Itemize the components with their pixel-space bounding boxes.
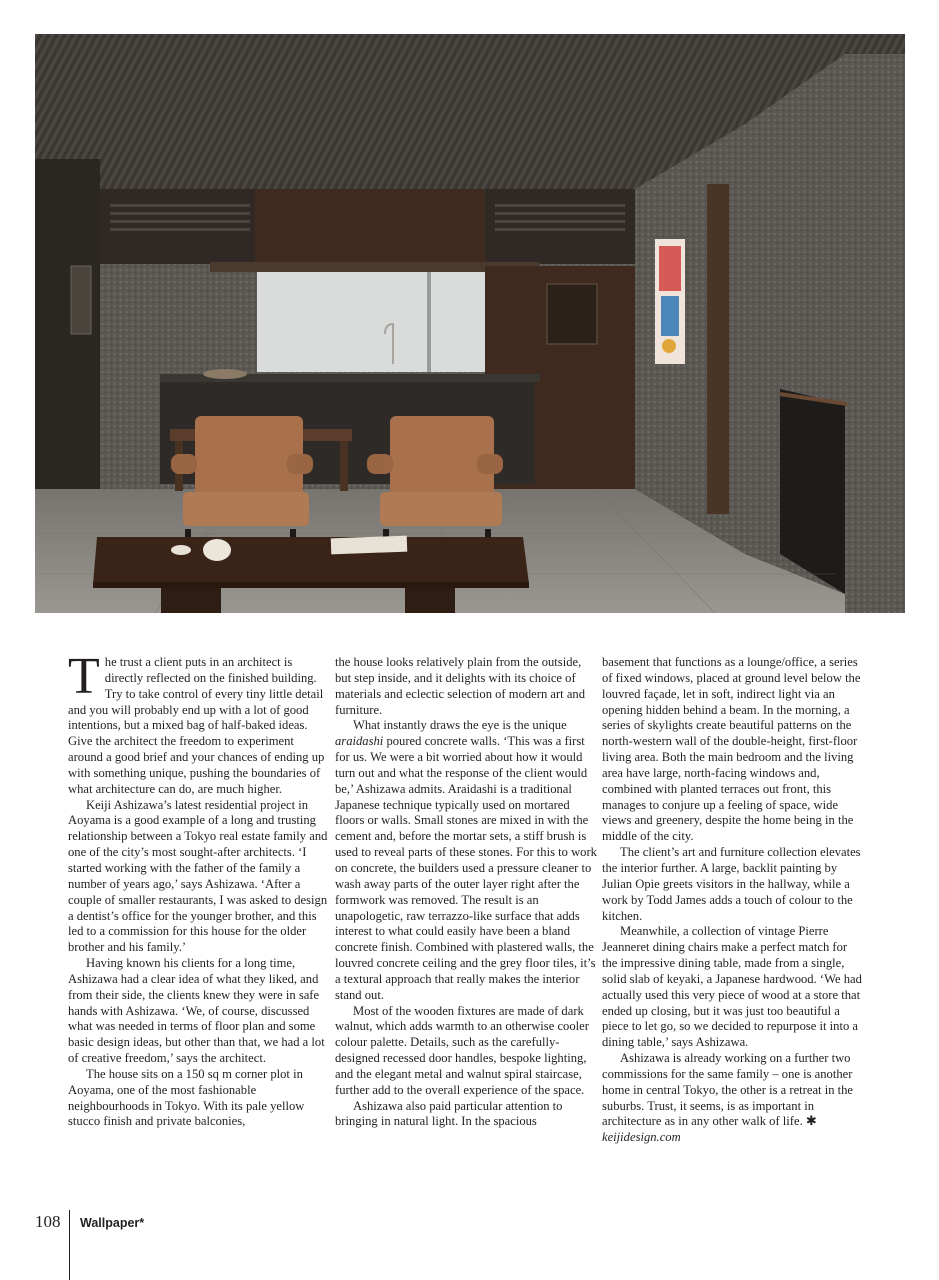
page-number: 108 [35, 1212, 61, 1231]
end-mark-icon: ✱ [805, 1114, 817, 1130]
interior-photo [35, 34, 905, 613]
article-paragraph: Having known his clients for a long time, Ashizawa had a clear idea of what they liked, and from their side, the clients knew they were in safe hands with Ashizawa. ‘We, of course, discussed what was needed in terms of floor plan and some basic design ideas, but other than that, we had a lot of creative freedom,’ says the architect. [68, 956, 325, 1066]
article-column-2 [335, 655, 597, 1130]
article-paragraph: the house looks relatively plain from the outside, but step inside, and it delights with its choice of materials and eclectic selection of modern art and furniture. [335, 655, 586, 717]
magazine-name: Wallpaper* [80, 1216, 145, 1230]
kitchen-window [257, 272, 485, 372]
article-paragraph: Ashizawa is already working on a further two commissions for the same family – one is another home in central Tokyo, the other is a retreat in the suburbs. Trust, it seems, is as important in architecture as in any other walk of life. ✱ keijidesign.com [602, 1051, 854, 1145]
article-paragraph: basement that functions as a lounge/office, a series of fixed windows, placed at ground level below the louvred façade, let in soft, indirect light via an opening hidden behind a beam. In the morning, a series of skylights create beautiful patterns on the north-western wall of the double-height, first-floor living area. Both the main bedroom and the living area have large, north-facing windows and, combined with planted terraces out front, this manages to conjure up a feeling of space, wide views and greenery, despite the home being in the middle of the city. [602, 655, 861, 844]
article-paragraph: The house sits on a 150 sq m corner plot in Aoyama, one of the most fashionable neighbourhoods in Tokyo. With its pale yellow stucco finish and private balconies, [68, 1066, 305, 1129]
article-paragraph: Meanwhile, a collection of vintage Pierre Jeanneret dining chairs make a perfect match for the impressive dining table, made from a single, solid slab of keyaki, a Japanese hardwood. ‘We had actually used this very piece of wood at a store that ended up closing, but it was just too beautiful a piece to let go, so we decided to repurpose it into a dining table,’ says Ashizawa. [602, 924, 862, 1050]
drop-cap: T [68, 648, 100, 705]
footer-divider [69, 1210, 70, 1280]
article-paragraph: Most of the wooden fixtures are made of dark walnut, which adds warmth to an otherwise cooler colour palette. Details, such as the carefully-designed recessed door handles, bespoke lighting, and the elegant metal and walnut spiral staircase, further add to the overall experience of the space. [335, 1003, 589, 1097]
emphasis-term: araidashi [335, 734, 384, 749]
article-paragraph: Ashizawa also paid particular attention to bringing in natural light. In the spacious [335, 1098, 563, 1129]
article-paragraph: Keiji Ashizawa’s latest residential project in Aoyama is a good example of a long and trusting relationship between a Tokyo real estate family and one of the city’s most sought-after architects. ‘I started working with the father of the family a number of years ago,’ says Ashizawa. ‘After a couple of smaller restaurants, I was asked to design a dentist’s office for the younger brother, and this led to a commission for this house for the older brother and his family.’ [68, 797, 328, 955]
article-paragraph: The trust a client puts in an architect is directly reflected on the finished building. Try to take control of every tiny little detail and you will probably end up with a lot of good intentions, but a mixed bag of half-baked ideas. Give the architect the freedom to experiment around a good brief and your chances of ending up with something unique, pushing the boundaries of what architecture can do, are much higher. [68, 648, 325, 796]
article-paragraph: The client’s art and furniture collection elevates the interior further. A large, backlit painting by Julian Opie greets visitors in the hallway, while a work by Todd James adds a touch of colour to the kitchen. [602, 845, 861, 923]
article-column-1 [68, 648, 330, 1130]
article-column-3 [602, 655, 864, 1146]
website-link[interactable]: keijidesign.com [602, 1130, 681, 1145]
article-paragraph: What instantly draws the eye is the unique araidashi poured concrete walls. ‘This was a first for us. We were a bit worried about how it would turn out and what the response of the client would be,’ Ashizawa admits. Araidashi is a traditional Japanese technique typically used on mortared floors or walls. Small stones are mixed in with the cement and, before the mortar sets, a stiff brush is used to reveal parts of these stones. For this to work on concrete, the builders used a pressure cleaner to wash away parts of the outer layer right after the formwork was removed. The result is an unapologetic, raw terrazzo-like surface that adds interest to what could easily have been a bland concrete finish. Combined with plastered walls, the louvred concrete ceiling and the grey floor tiles, it’s a textural approach that really makes the interior stand out. [335, 718, 597, 1002]
